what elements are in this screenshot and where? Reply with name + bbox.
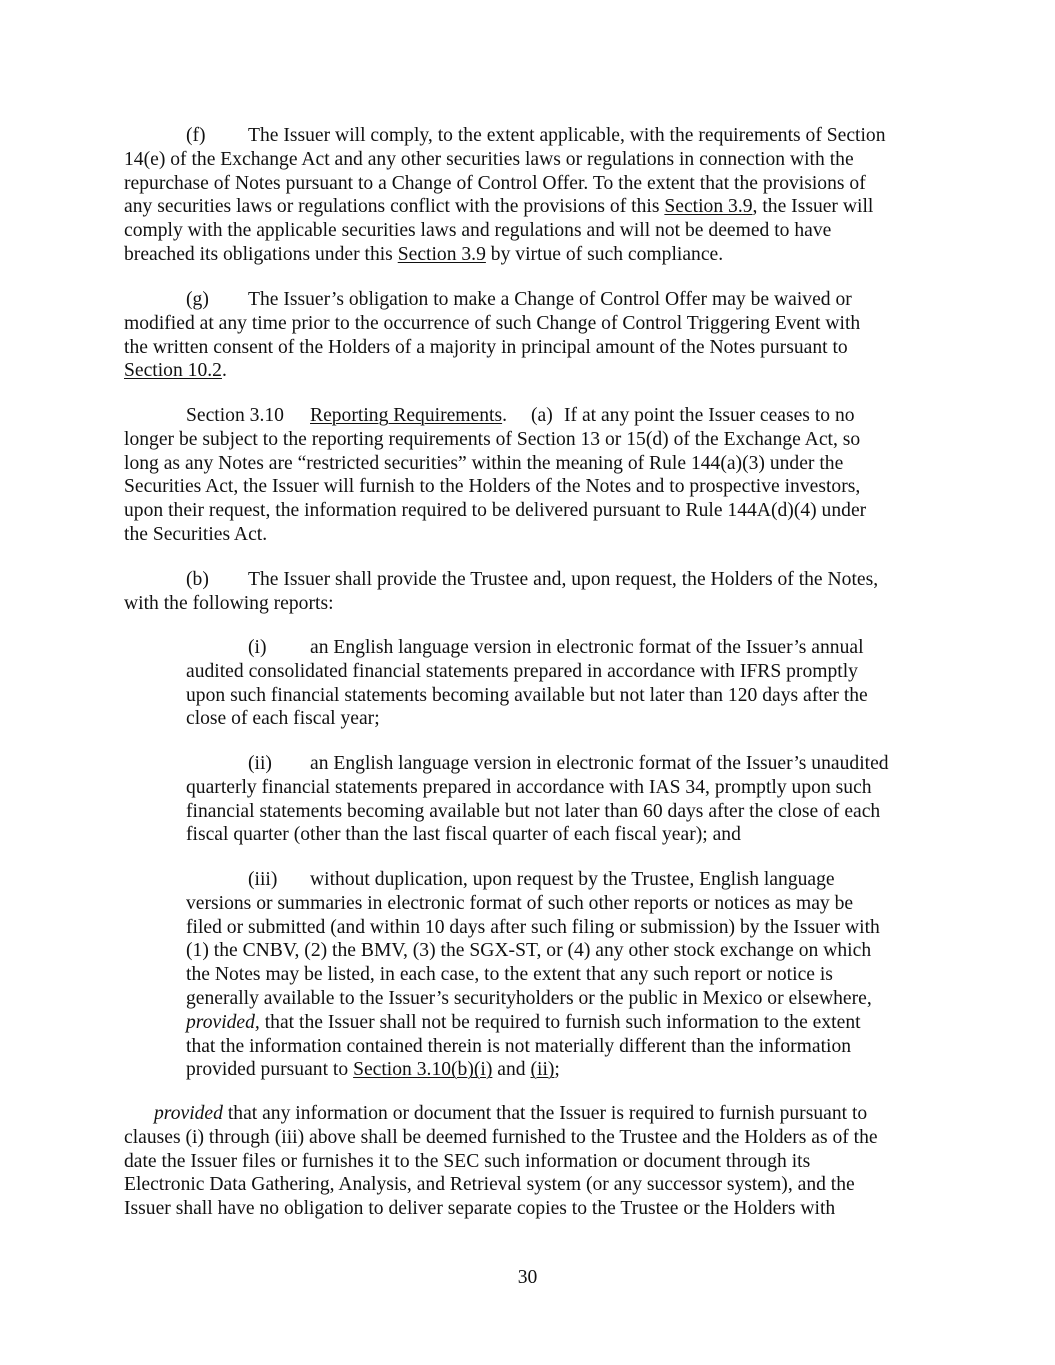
paragraph-f: (f) The Issuer will comply, to the extent applicable, with the requirements of Section 14(e) of the Exchange Act and any other securities laws or regulations in connection with the repurchase of Notes pursuant to a Change of Control Offer. To the extent that the provisions of any securities laws or regulations conflict with the provisions of this Section 3.9, the Issuer will comply with the applicable securities laws and regulations and will not be deemed to have breached its obligations under this Section 3.9 by virtue of such compliance. xyxy=(124,125,886,265)
paragraph-label: (f) xyxy=(186,125,206,146)
provided-italic: provided xyxy=(154,1103,223,1124)
page-number: 30 xyxy=(517,1267,538,1288)
paragraph-b: (b) The Issuer shall provide the Trustee and, upon request, the Holders of the Notes, with the following reports: xyxy=(124,569,879,614)
paragraph-g: (g) The Issuer’s obligation to make a Change of Control Offer may be waived or modified at any time prior to the occurrence of such Change of Control Triggering Event with the written consent of the Holders of a majority in principal amount of the Notes pursuant to Section 10.2. xyxy=(124,289,861,382)
item-label: (iii) xyxy=(248,869,278,890)
list-item-iii: (iii) without duplication, upon request by the Trustee, English language versions or summaries in electronic format of such other reports or notices as may be filed or submitted (and within 10 days after such filing or submission) by the Issuer with (1) the CNBV, (2) the BMV, (3) the SGX-ST, or (4) any other stock exchange on which the Notes may be listed, in each case, to the extent that any such report or notice is generally available to the Issuer’s securityholders or the public in Mexico or elsewhere, provided, that the Issuer shall not be required to furnish such information to the extent that the information contained therein is not materially different than the information provided pursuant to Section 3.10(b)(i) and (ii); xyxy=(186,869,880,1081)
item-label: (i) xyxy=(248,637,267,658)
section-heading: Reporting Requirements xyxy=(310,405,503,426)
section-3-10-paragraph: Section 3.10 Reporting Requirements. (a) If at any point the Issuer ceases to no longer be subject to the reporting requirements of Section 13 or 15(d) of the Exchange Act, so long as any Notes are “restricted securities” within the meaning of Rule 144(a)(3) under the Securities Act, the Issuer will furnish to the Holders of the Notes and to prospective investors, upon their request, the information required to be delivered pursuant to Rule 144A(d)(4) under the Securities Act. xyxy=(124,405,867,545)
section-reference-link[interactable]: Section 3.9 xyxy=(397,243,486,265)
subsection-label: (a) xyxy=(531,405,553,426)
section-reference-link[interactable]: Section 10.2 xyxy=(124,360,222,382)
provided-italic: provided, xyxy=(186,1011,260,1033)
section-reference-link[interactable]: Section 3.10(b)(i) xyxy=(353,1059,493,1081)
section-number: Section 3.10 xyxy=(186,405,284,426)
provided-paragraph: provided that any information or document that the Issuer is required to furnish pursuant to clauses (i) through (iii) above shall be deemed furnished to the Trustee and the Holders as of the date the Issuer files or furnishes it to the SEC such information or document through its Electronic Data Gathering, Analysis, and Retrieval system (or any successor system), and the Issuer shall have no obligation to deliver separate copies to the Trustee or the Holders with xyxy=(124,1103,878,1220)
section-reference-link[interactable]: Section 3.9 xyxy=(664,196,753,218)
list-item-i: (i) an English language version in electronic format of the Issuer’s annual audited consolidated financial statements prepared in accordance with IFRS promptly upon such financial statements becoming available but not later than 120 days after the close of each fiscal year; xyxy=(186,637,868,730)
section-reference-link[interactable]: (ii) xyxy=(530,1059,555,1081)
paragraph-label: (g) xyxy=(186,289,209,310)
paragraph-label: (b) xyxy=(186,569,209,590)
item-label: (ii) xyxy=(248,753,272,774)
list-item-ii: (ii) an English language version in electronic format of the Issuer’s unaudited quarterly financial statements prepared in accordance with IAS 34, promptly upon such financial statements becoming available but not later than 60 days after the close of each fiscal quarter (other than the last fiscal quarter of each fiscal year); and xyxy=(186,753,889,846)
